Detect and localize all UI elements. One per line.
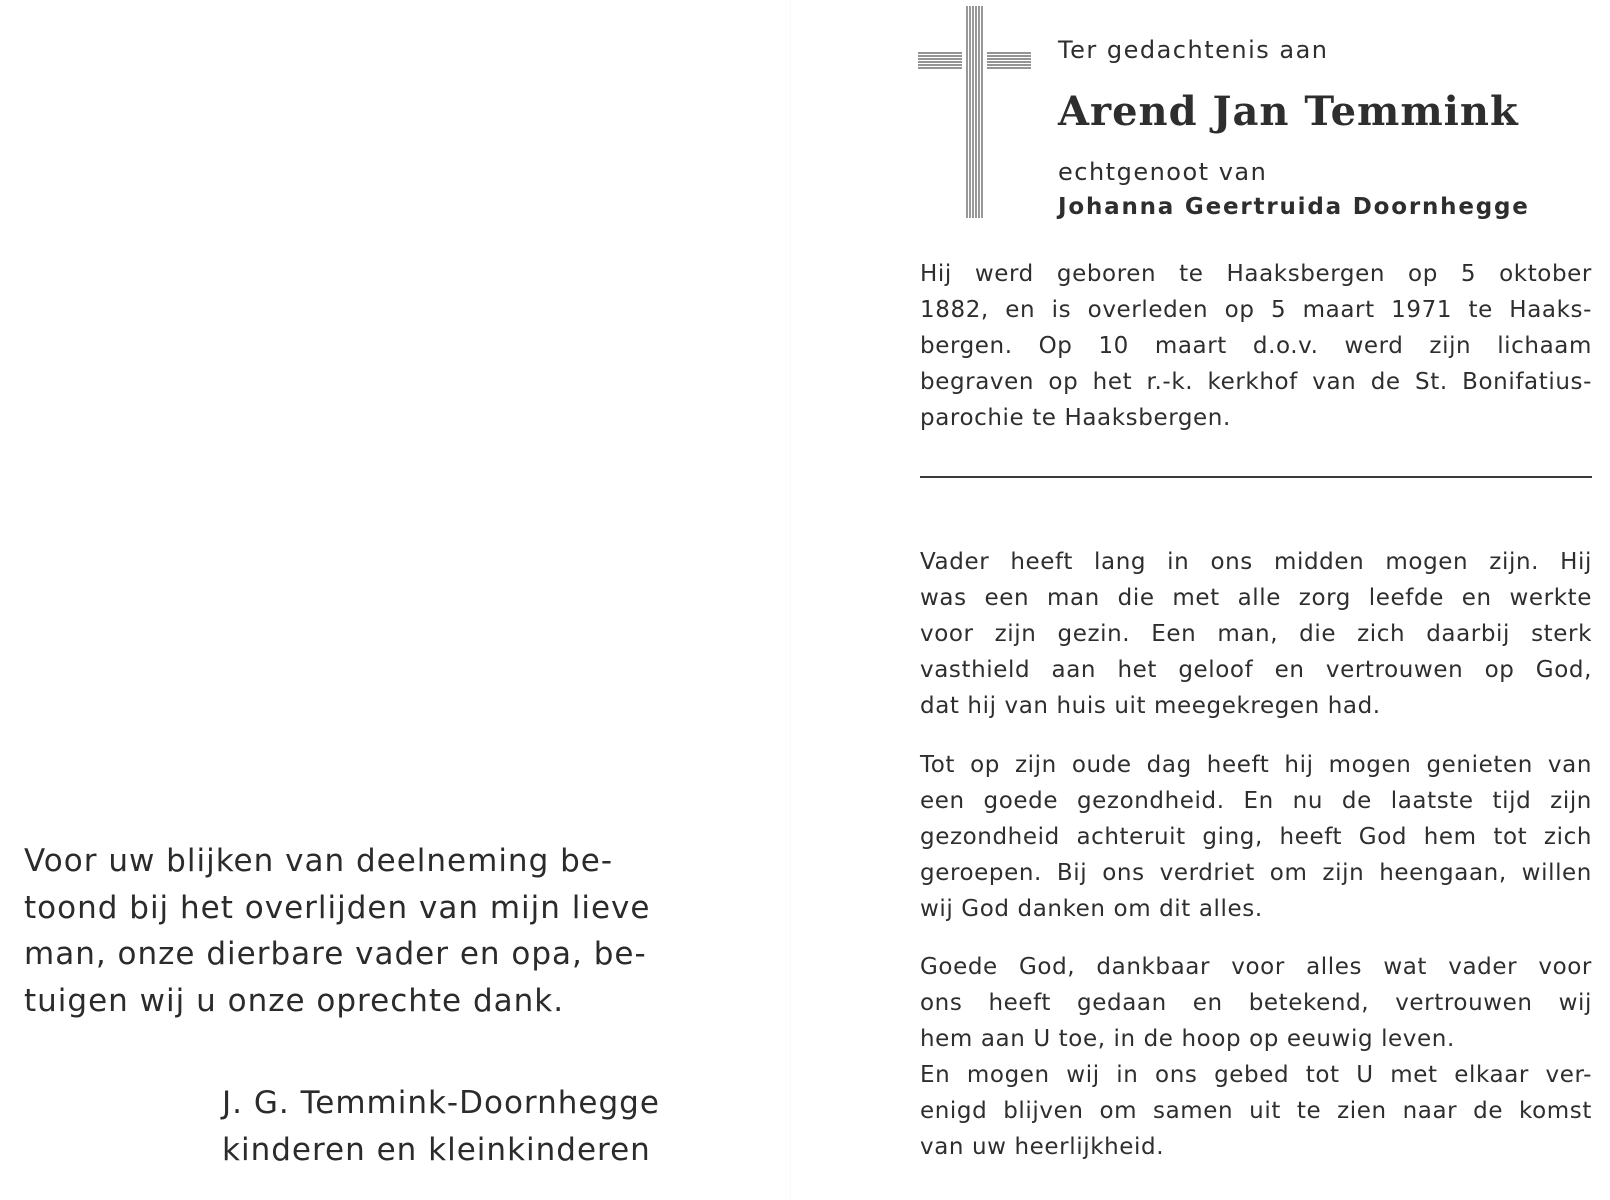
paragraph-line: enigd blijven om samen uit te zien naar de komst: [920, 1098, 1592, 1124]
paragraph-line: wij God danken om dit alles.: [920, 896, 1263, 922]
paragraph-2: [920, 747, 1592, 927]
spouse-label: echtgenoot van: [1058, 158, 1268, 186]
signature-line-1: J. G. Temmink-Doornhegge: [222, 1085, 660, 1121]
bio-line: Hij werd geboren te Haaksbergen op 5 oktober: [920, 261, 1592, 287]
bio-line: bergen. Op 10 maart d.o.v. werd zijn lichaam: [920, 333, 1592, 359]
page-fold: [790, 0, 791, 1200]
thanks-line-2: toond bij het overlijden van mijn lieve: [24, 889, 651, 926]
signature-block: [222, 1080, 660, 1174]
thanks-line-1: Voor uw blijken van deelneming be-: [24, 843, 614, 879]
bio-line: 1882, en is overleden op 5 maart 1971 te Haaks-: [920, 297, 1592, 323]
cross-icon: [918, 6, 1034, 226]
paragraph-line: vasthield aan het geloof en vertrouwen op God,: [920, 657, 1592, 683]
memorial-header: [1058, 36, 1530, 220]
thanks-line-3: man, onze dierbare vader en opa, be-: [24, 936, 647, 972]
spouse-name: Johanna Geertruida Doornhegge: [1058, 194, 1530, 220]
thanks-line-4: tuigen wij u onze oprechte dank.: [24, 982, 565, 1019]
memorial-intro: Ter gedachtenis aan: [1058, 36, 1329, 64]
paragraph-line: En mogen wij in ons gebed tot U met elkaar ver-: [920, 1062, 1592, 1088]
divider-rule: [920, 476, 1592, 478]
paragraph-line: hem aan U toe, in de hoop op eeuwig leven.: [920, 1026, 1455, 1052]
bio-line: parochie te Haaksbergen.: [920, 405, 1231, 431]
signature-line-2: kinderen en kleinkinderen: [222, 1132, 651, 1168]
paragraph-line: Tot op zijn oude dag heeft hij mogen genieten van: [920, 752, 1592, 778]
paragraph-line: was een man die met alle zorg leefde en werkte: [920, 585, 1592, 611]
paragraph-3: [920, 949, 1592, 1165]
paragraph-line: voor zijn gezin. Een man, die zich daarbij sterk: [920, 621, 1592, 647]
biography: [920, 256, 1592, 436]
paragraph-line: van uw heerlijkheid.: [920, 1134, 1165, 1160]
paragraph-1: [920, 544, 1592, 724]
paragraph-line: gezondheid achteruit ging, heeft God hem tot zich: [920, 824, 1592, 850]
paragraph-line: Goede God, dankbaar voor alles wat vader voor: [920, 954, 1592, 980]
deceased-name: Arend Jan Temmink: [1058, 88, 1519, 135]
paragraph-line: Vader heeft lang in ons midden mogen zijn. Hij: [920, 549, 1592, 575]
bio-line: begraven op het r.-k. kerkhof van de St. Bonifatius-: [920, 369, 1592, 395]
thanks-note: [24, 838, 704, 1024]
paragraph-line: dat hij van huis uit meegekregen had.: [920, 693, 1381, 719]
paragraph-line: een goede gezondheid. En nu de laatste tijd zijn: [920, 788, 1592, 814]
paragraph-line: ons heeft gedaan en betekend, vertrouwen wij: [920, 990, 1592, 1016]
paragraph-line: geroepen. Bij ons verdriet om zijn heengaan, willen: [920, 860, 1592, 886]
